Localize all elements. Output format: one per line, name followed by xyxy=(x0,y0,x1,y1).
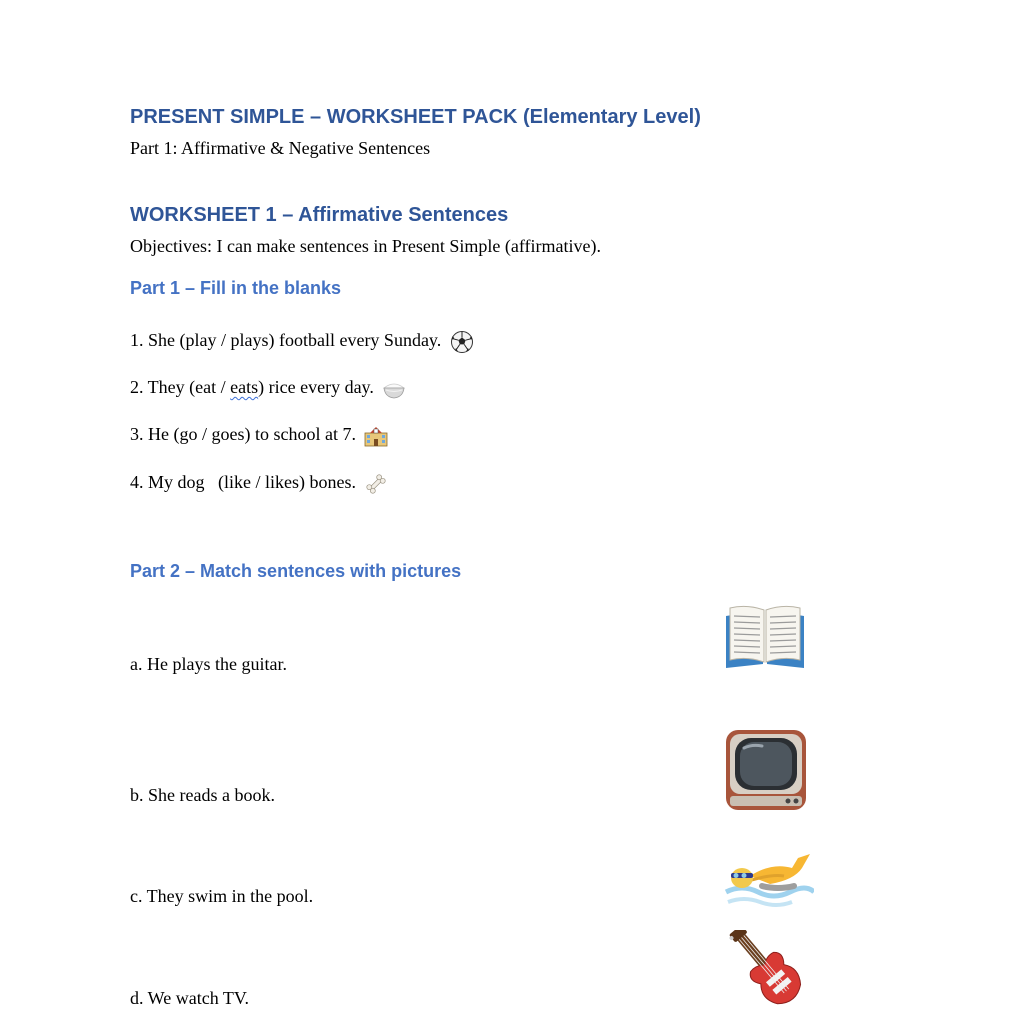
exercise-item-1 xyxy=(130,330,474,354)
bone-icon xyxy=(364,472,388,496)
document-subtitle: Part 1: Affirmative & Negative Sentences xyxy=(130,138,431,158)
exercise-item-3-text: 3. He (go / goes) to school at 7. xyxy=(130,424,356,445)
swimmer-icon xyxy=(722,846,814,912)
match-sentence-c: c. They swim in the pool. xyxy=(130,886,314,906)
exercise-item-2-text-after: ) rice every day. xyxy=(258,377,374,398)
soccer-ball-icon xyxy=(450,330,474,354)
open-book-icon xyxy=(722,602,808,672)
match-sentence-d: d. We watch TV. xyxy=(130,988,250,1008)
objectives-text: Objectives: I can make sentences in Present Simple (affirmative). xyxy=(130,236,602,256)
exercise-item-2 xyxy=(130,377,406,401)
exercise-item-1-text: 1. She (play / plays) football every Sunday. xyxy=(130,330,442,351)
school-icon xyxy=(364,424,388,448)
exercise-item-3 xyxy=(130,424,388,448)
guitar-icon xyxy=(728,930,818,1013)
match-sentence-a: a. He plays the guitar. xyxy=(130,654,287,674)
exercise-item-4 xyxy=(130,472,388,496)
match-sentence-b: b. She reads a book. xyxy=(130,785,275,805)
part2-heading: Part 2 – Match sentences with pictures xyxy=(130,561,462,581)
exercise-item-2-underlined-word: eats xyxy=(230,377,259,398)
rice-bowl-icon xyxy=(382,377,406,401)
worksheet-title: WORKSHEET 1 – Affirmative Sentences xyxy=(130,204,509,226)
document-title: PRESENT SIMPLE – WORKSHEET PACK (Elementary Level) xyxy=(130,106,701,128)
exercise-item-2-text-before: 2. They (eat / xyxy=(130,377,231,398)
television-icon xyxy=(722,726,810,814)
part1-heading: Part 1 – Fill in the blanks xyxy=(130,278,342,298)
exercise-item-4-text: 4. My dog (like / likes) bones. xyxy=(130,472,356,493)
